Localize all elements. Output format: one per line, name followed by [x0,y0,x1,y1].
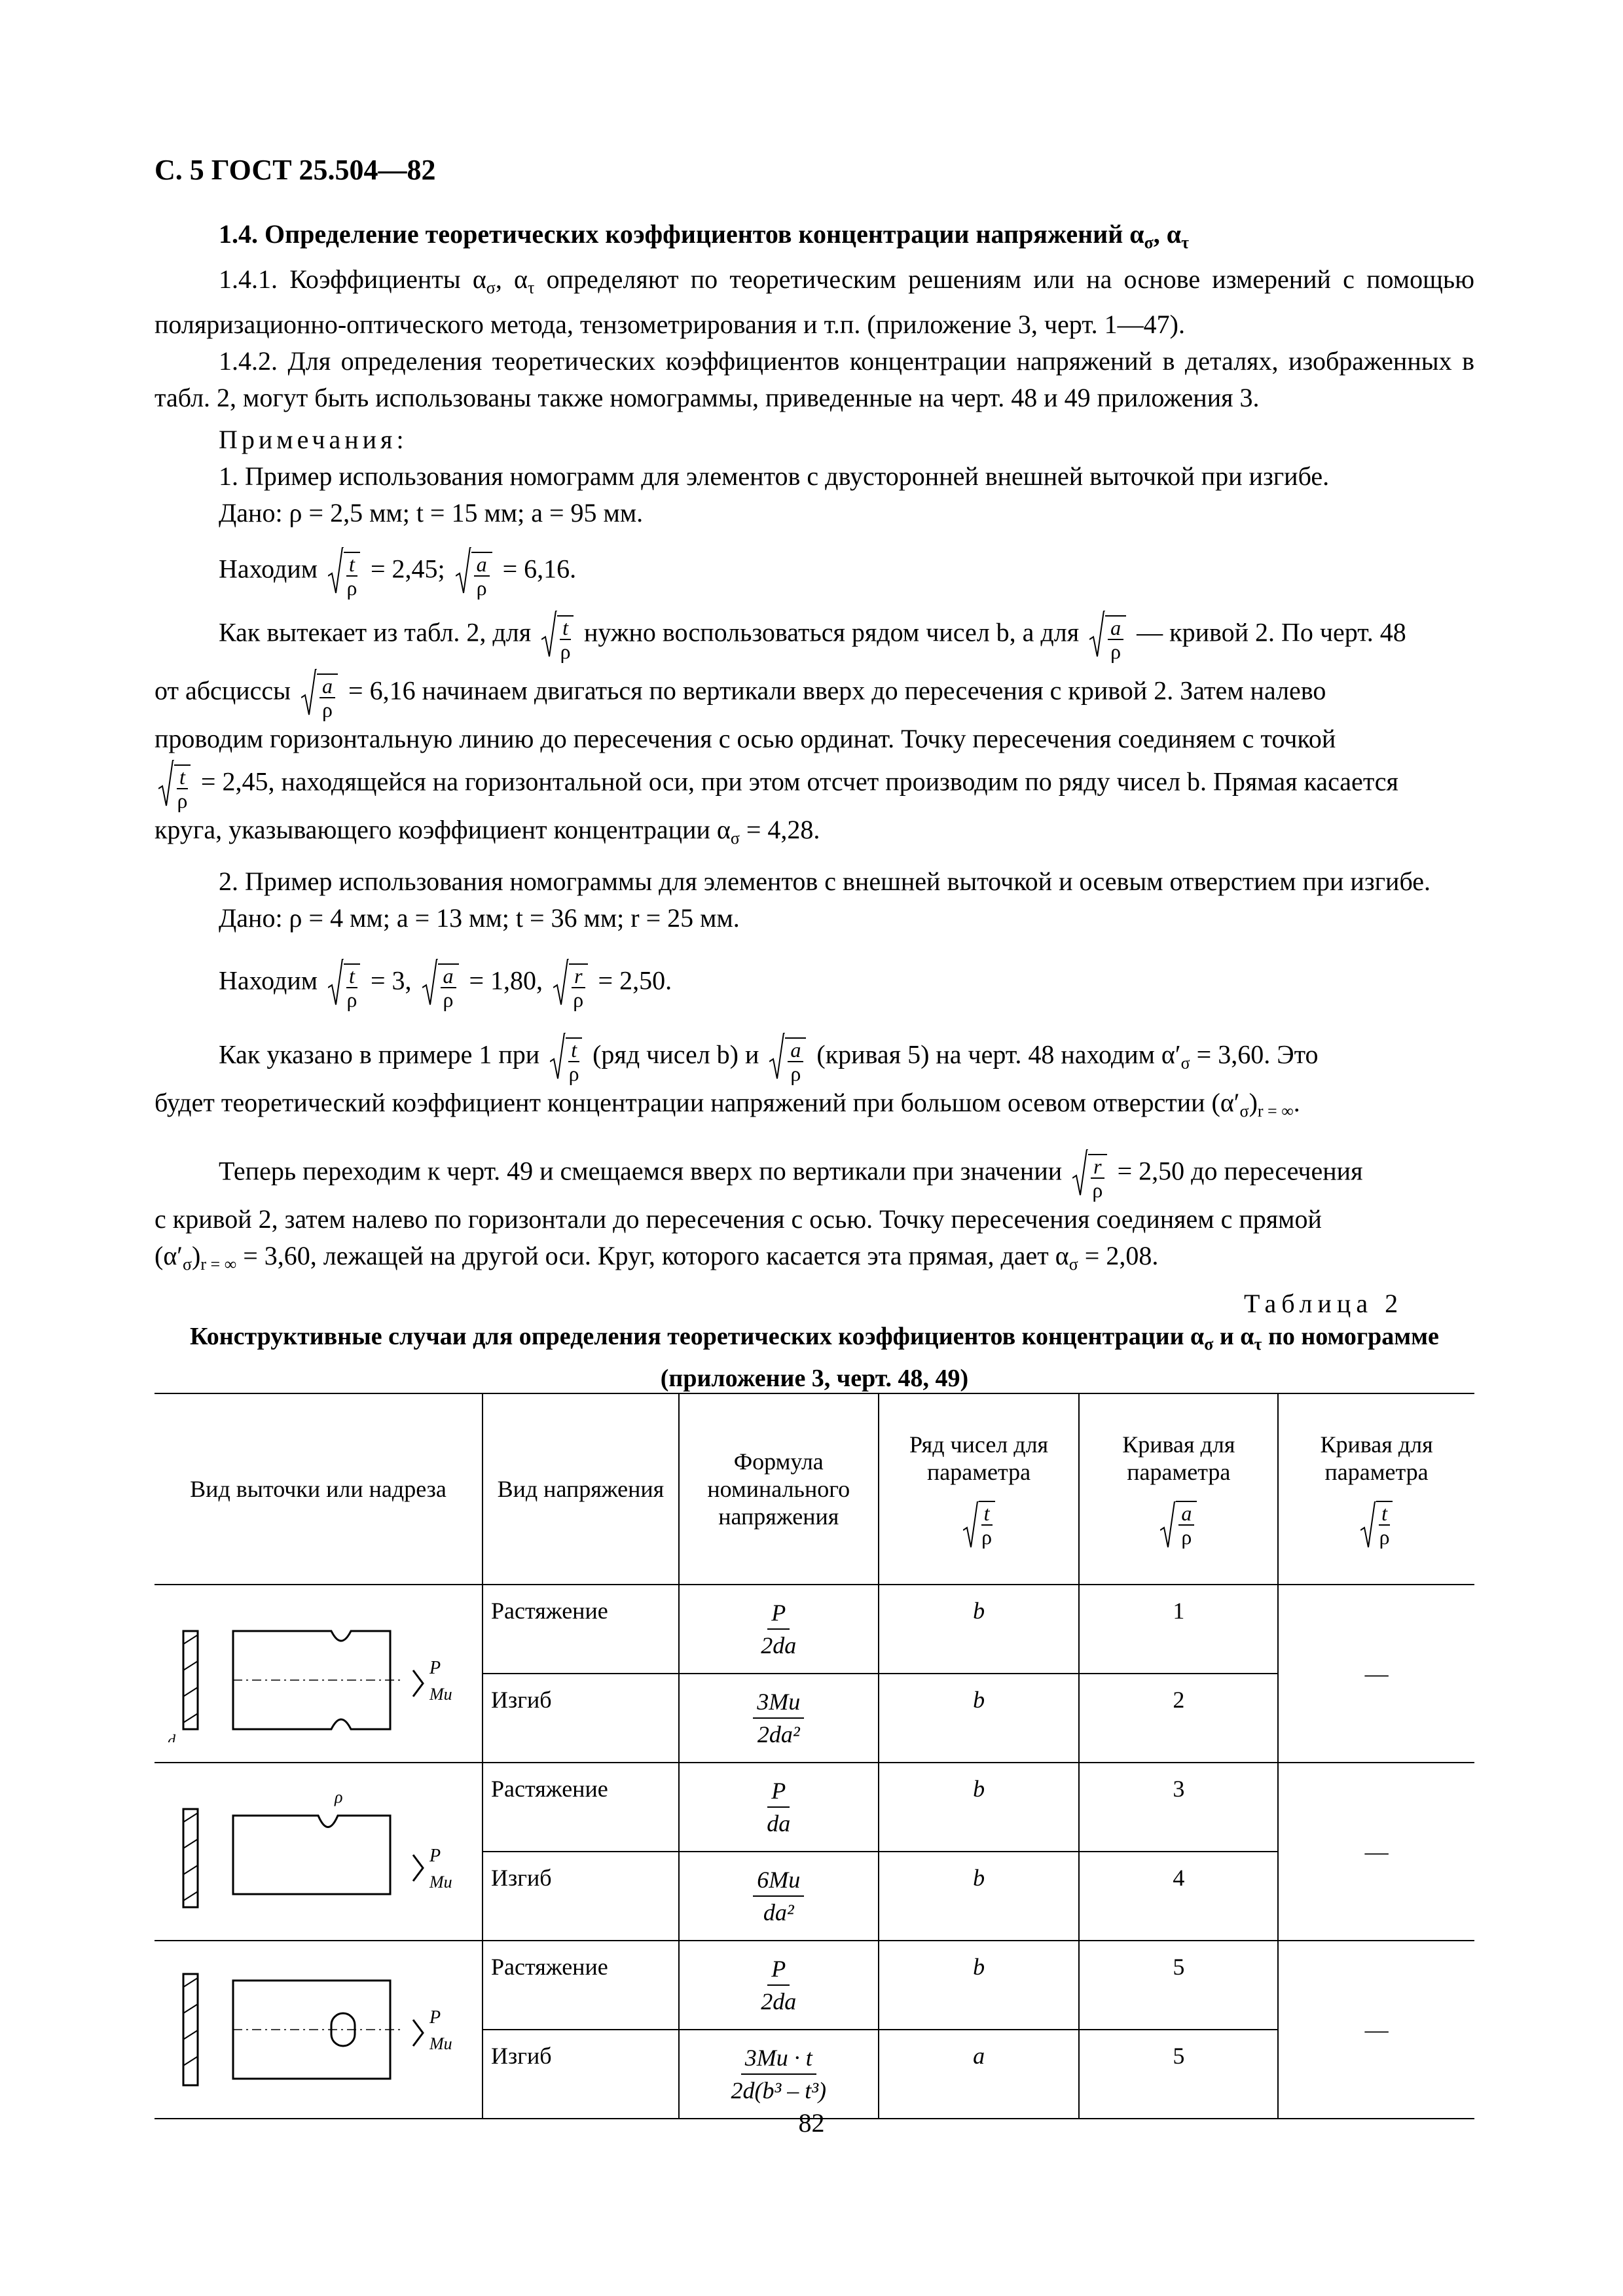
svg-text:d: d [168,1732,175,1742]
svg-text:P: P [429,1658,441,1678]
note-1-find: Находим $\frac{t}{\rho}$ = 2,45; $\frac{a}{\rho}$ = 6,16. [155,545,1474,599]
table-title: Конструктивные случаи для определения теоретических коэффициентов концентрации $\alpha_\sigma$ и $\alpha_\tau$ по номограмме (приложение 3, черт. 48, 49) [190,1323,1439,1392]
series-value: b [879,1674,1080,1763]
note-2-title: 2. Пример использования номограммы для элементов с внешней выточкой и осевым отверстием при изгибе. [219,867,1431,896]
note-1-line-3: проводим горизонтальную линию до пересечения с осью ординат. Точку пересечения соединяем с точкой [155,724,1336,753]
curve-value: 5 [1079,1941,1278,2030]
svg-text:P: P [429,1846,441,1866]
curve-value: 4 [1079,1852,1278,1941]
note-2-line-5: $(\alpha'_\sigma)_{r = \infty} = 3,60$, лежащей на другой оси. Круг, которого касается эта прямая, дает $\alpha_\sigma = 2,08$. [155,1241,1159,1274]
page-number: 82 [798,2108,825,2138]
curve-value: 1 [1079,1585,1278,1674]
stress-type: Растяжение [483,1763,679,1852]
svg-text:Mи: Mи [429,2034,452,2053]
table-row [155,1763,1474,1852]
svg-text:ρ: ρ [335,1787,343,1806]
series-value: a [879,2030,1080,2119]
header-series: Ряд чисел для параметра $\frac{t}{\rho}$ [879,1393,1080,1585]
series-value: b [879,1585,1080,1674]
section-title: 1.4. Определение теоретических коэффициентов концентрации напряжений $\alpha_\sigma$, $\alpha_\tau$ [219,219,1190,252]
curve-r-value: — [1278,1941,1474,2119]
notch-drawing-external-with-hole [155,1941,483,2119]
note-1-line-2: от абсциссы $\frac{a}{\rho}$ = 6,16 начинаем двигаться по вертикали вверх до пересечения с кривой 2. Затем налево [155,666,1474,721]
note-2-line-4: с кривой 2, затем налево по горизонтали до пересечения с осью. Точку пересечения соединяем с прямой [155,1204,1322,1234]
stress-type: Растяжение [483,1941,679,2030]
sqrt-t-rho: $\frac{t}{\rho}$ [328,545,360,599]
curve-r-value: — [1278,1585,1474,1763]
notch-drawing-single-external [155,1763,483,1941]
stress-type: Изгиб [483,1852,679,1941]
note-1-given: Дано: ρ = 2,5 мм; t = 15 мм; a = 95 мм. [219,498,644,528]
formula: 3Mи 2da² [679,1674,879,1763]
formula: 3Mи · t 2d(b³ – t³) [679,2030,879,2119]
table-2 [155,1393,1474,2119]
table-row [155,1585,1474,1674]
header-curve-r: Кривая для параметра $\frac{t}{\rho}$ [1278,1393,1474,1585]
note-1-line-4: $\frac{t}{\rho}$ = 2,45, находящейся на горизонтальной оси, при этом отсчет производим по ряду чисел b. Прямая касается [155,757,1474,812]
notes-title: Примечания: [219,425,408,454]
formula: $\frac{P}{2da}$ [679,1941,879,2030]
note-2-find: Находим $\frac{t}{\rho}$ = 3, $\frac{a}{\rho}$ = 1,80, $\frac{r}{\rho}$ = 2,50. [155,956,1474,1011]
section-1-4 [155,216,1474,1283]
header-formula: Формула номинального напряжения [679,1393,879,1585]
header-notch-type: Вид выточки или надреза [155,1393,483,1585]
sqrt-a-rho: $\frac{a}{\rho}$ [456,545,492,599]
svg-text:P: P [429,2007,441,2028]
formula: $\frac{P}{da}$ [679,1763,879,1852]
curve-value: 3 [1079,1763,1278,1852]
curve-r-value: — [1278,1763,1474,1941]
note-2-line-3: Теперь переходим к черт. 49 и смещаемся вверх по вертикали при значении $\frac{r}{\rho}$ = 2,50 до пересечения [155,1147,1474,1201]
header-stress-type: Вид напряжения [483,1393,679,1585]
svg-text:Mи: Mи [429,1685,452,1704]
note-2-line-2: будет теоретический коэффициент концентрации напряжений при большом осевом отверстии $(\alpha'_\sigma)_{r = \infty}$. [155,1088,1300,1121]
curve-value: 5 [1079,2030,1278,2119]
table-header-row [155,1393,1474,1585]
note-1-title: 1. Пример использования номограмм для элементов с двусторонней внешней выточкой при изгибе. [219,461,1330,491]
series-value: b [879,1852,1080,1941]
notch-drawing-double-external [155,1585,483,1763]
series-value: b [879,1941,1080,2030]
header-curve-a: Кривая для параметра $\frac{a}{\rho}$ [1079,1393,1278,1585]
table-row [155,1941,1474,2030]
stress-type: Изгиб [483,2030,679,2119]
page-header: С. 5 ГОСТ 25.504—82 [155,154,436,186]
note-1-line-1: Как вытекает из табл. 2, для $\frac{t}{\rho}$ нужно воспользоваться рядом чисел b, а для $\frac{a}{\rho}$ — кривой 2. По черт. 48 [155,608,1474,662]
table-label: Таблица 2 [1244,1289,1404,1318]
formula: $\frac{P}{2da}$ [679,1585,879,1674]
paragraph-1-4-1: 1.4.1. Коэффициенты $\alpha_\sigma$, $\alpha_\tau$ определяют по теоретическим решениям или на основе измерений с помощью поляризационно-оптического метода, тензометрирования и т.п. (приложение 3, черт. 1—47). [155,264,1474,339]
svg-text:Mи: Mи [429,1873,452,1892]
curve-value: 2 [1079,1674,1278,1763]
note-2-line-1: Как указано в примере 1 при $\frac{t}{\rho}$ (ряд чисел b) и $\frac{a}{\rho}$ (кривая 5) на черт. 48 находим $\alpha'_\sigma = 3,60$. Это [155,1030,1474,1085]
paragraph-1-4-2: 1.4.2. Для определения теоретических коэффициентов концентрации напряжений в деталях, изображенных в табл. 2, могут быть использованы также номограммы, приведенные на черт. 48 и 49 приложения 3. [155,346,1474,412]
stress-type: Изгиб [483,1674,679,1763]
note-1-line-5: круга, указывающего коэффициент концентрации $\alpha_\sigma = 4,28$. [155,815,820,848]
stress-type: Растяжение [483,1585,679,1674]
series-value: b [879,1763,1080,1852]
formula: 6Mи da² [679,1852,879,1941]
note-2-given: Дано: ρ = 4 мм; a = 13 мм; t = 36 мм; r = 25 мм. [219,903,740,933]
